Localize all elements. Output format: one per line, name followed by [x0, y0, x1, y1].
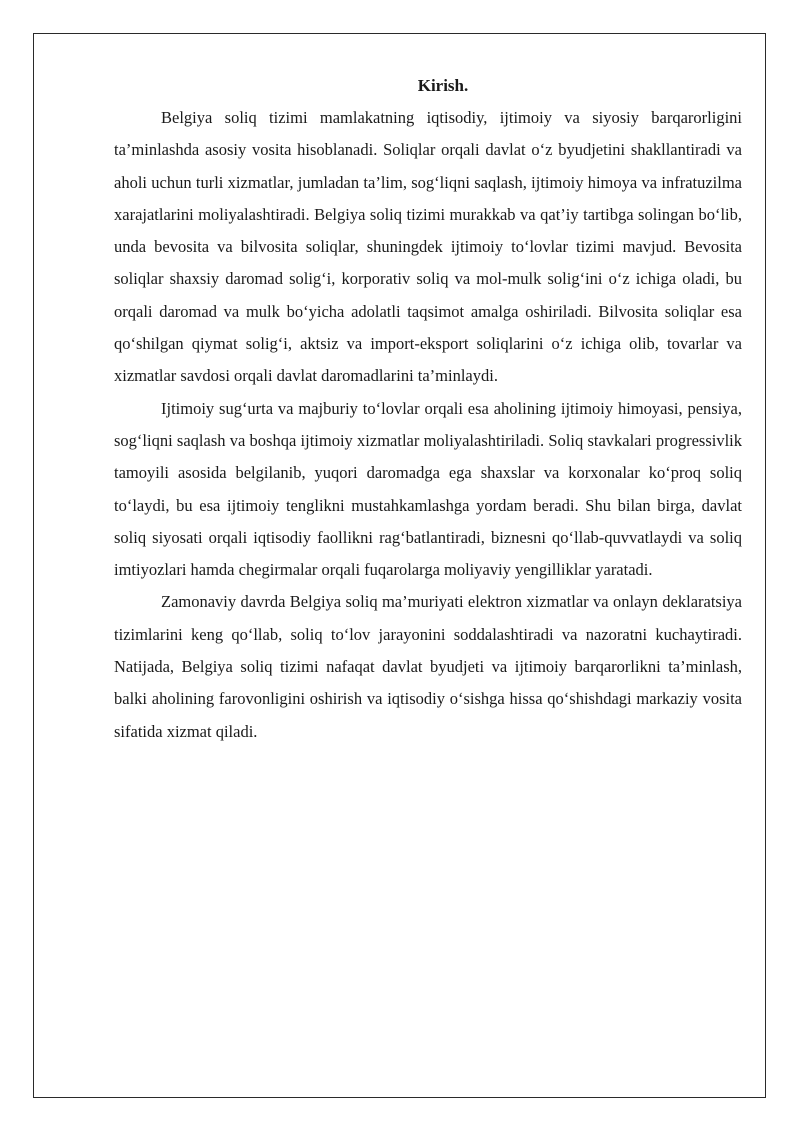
paragraph-2: Ijtimoiy sug‘urta va majburiy to‘lovlar orqali esa aholining ijtimoiy himoyasi, pensiya, sog‘liqni saqlash va boshqa ijtimoiy xizmatlar moliyalashtiriladi. Soliq stavkalari progressivlik tamoyili asosida belgilanib, yuqori daromadga ega shaxslar va korxonalar ko‘proq soliq to‘laydi, bu esa ijtimoiy tenglikni mustahkamlashga yordam beradi. Shu bilan birga, davlat soliq siyosati orqali iqtisodiy faollikni rag‘batlantiradi, biznesni qo‘llab-quvvatlaydi va soliq imtiyozlari hamda chegirmalar orqali fuqarolarga moliyaviy yengilliklar yaratadi.	[114, 398, 742, 580]
paragraph-1: Belgiya soliq tizimi mamlakatning iqtisodiy, ijtimoiy va siyosiy barqarorligini ta’minlashda asosiy vosita hisoblanadi. Soliqlar orqali davlat o‘z byudjetini shakllantiradi va aholi uchun turli xizmatlar, jumladan ta’lim, sog‘liqni saqlash, ijtimoiy himoya va infratuzilma xarajatlarini moliyalashtiradi. Belgiya soliq tizimi murakkab va qat’iy tartibga solingan bo‘lib, unda bevosita va bilvosita soliqlar, shuningdek ijtimoiy to‘lovlar tizimi mavjud. Bevosita soliqlar shaxsiy daromad solig‘i, korporativ soliq va mol-mulk solig‘ini o‘z ichiga oladi, bu orqali daromad va mulk bo‘yicha adolatli taqsimot amalga oshiriladi. Bilvosita soliqlar esa qo‘shilgan qiymat solig‘i, aktsiz va import-eksport soliqlarini o‘z ichiga olib, tovarlar va xizmatlar savdosi orqali davlat daromadlarini ta’minlaydi.	[114, 108, 742, 386]
document-body	[114, 70, 742, 748]
document-title: Kirish.	[417, 76, 469, 95]
paragraph-3: Zamonaviy davrda Belgiya soliq ma’muriyati elektron xizmatlar va onlayn deklaratsiya tizimlarini keng qo‘llab, soliq to‘lov jarayonini soddalashtiradi va nazoratni kuchaytiradi. Natijada, Belgiya soliq tizimi nafaqat davlat byudjeti va ijtimoiy barqarorlikni ta’minlash, balki aholining farovonligini oshirish va iqtisodiy o‘sishga hissa qo‘shishdagi markaziy vosita sifatida xizmat qiladi.	[114, 592, 742, 741]
